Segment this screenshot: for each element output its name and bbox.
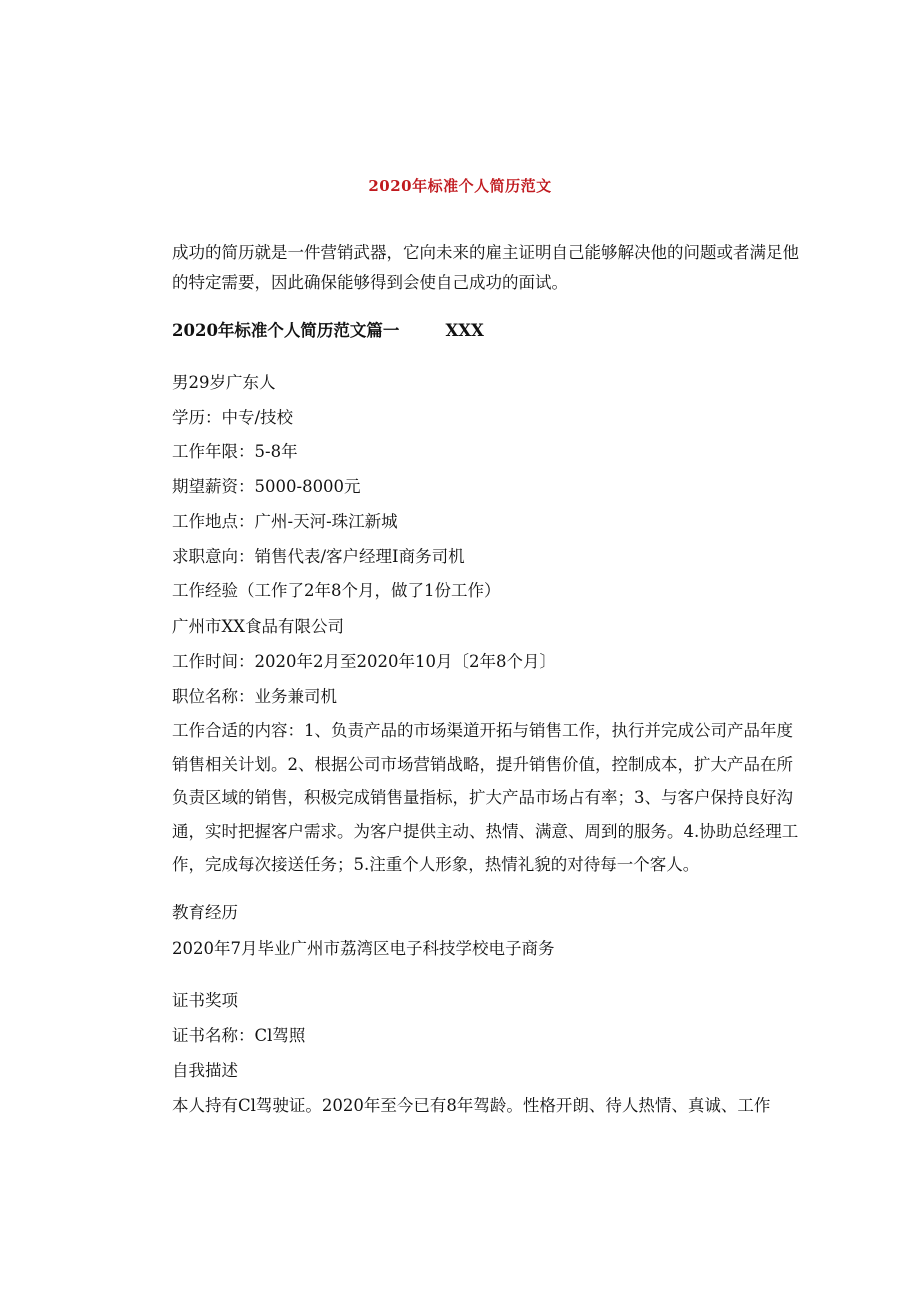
work-location: 工作地点：广州-天河-珠江新城 bbox=[172, 512, 398, 531]
education-level: 学历：中专/技校 bbox=[172, 408, 294, 427]
education-detail: 2020年7月毕业广州市荔湾区电子科技学校电子商务 bbox=[172, 939, 555, 958]
work-years: 工作年限：5-8年 bbox=[172, 442, 298, 461]
self-description: 本人持有Cl驾驶证。2020年至今已有8年驾龄。性格开朗、待人热情、真诚、工作 bbox=[172, 1096, 771, 1115]
certificate-heading: 证书奖项 bbox=[172, 991, 238, 1010]
self-description-heading: 自我描述 bbox=[172, 1061, 238, 1080]
work-experience: 工作经验（工作了2年8个月，做了1份工作） bbox=[172, 581, 501, 600]
basic-info: 男29岁广东人 bbox=[172, 373, 276, 392]
job-duties: 工作合适的内容：1、负责产品的市场渠道开拓与销售工作，执行并完成公司产品年度销售相关计划。2、根据公司市场营销战略，提升销售价值，控制成本，扩大产品在所负责区域的销售，积极完成销售量指标，扩大产品市场占有率；3、与客户保持良好沟通，实时把握客户需求。为客户提供主动、热情、满意、周到的服务。4.协助总经理工作，完成每次接送任务；5.注重个人形象，热情礼貌的对待每一个客人。 bbox=[172, 721, 799, 874]
company-name: 广州市XX食品有限公司 bbox=[172, 617, 344, 636]
job-intention: 求职意向：销售代表/客户经理I商务司机 bbox=[172, 547, 465, 566]
education-heading: 教育经历 bbox=[172, 903, 238, 922]
candidate-name: XXX bbox=[445, 321, 484, 340]
position-name: 职位名称：业务兼司机 bbox=[172, 687, 337, 706]
section-heading-row bbox=[172, 320, 484, 342]
section-heading: 2020年标准个人简历范文篇一 bbox=[172, 321, 400, 340]
certificate-name: 证书名称：Cl驾照 bbox=[172, 1026, 306, 1045]
work-time: 工作时间：2020年2月至2020年10月〔2年8个月〕 bbox=[172, 652, 556, 671]
document-title: 2020年标准个人简历范文 bbox=[368, 177, 552, 195]
intro-paragraph: 成功的简历就是一件营销武器，它向未来的雇主证明自己能够解决他的问题或者满足他的特定需要，因此确保能够得到会使自己成功的面试。 bbox=[172, 243, 799, 292]
expected-salary: 期望薪资：5000-8000元 bbox=[172, 477, 361, 496]
